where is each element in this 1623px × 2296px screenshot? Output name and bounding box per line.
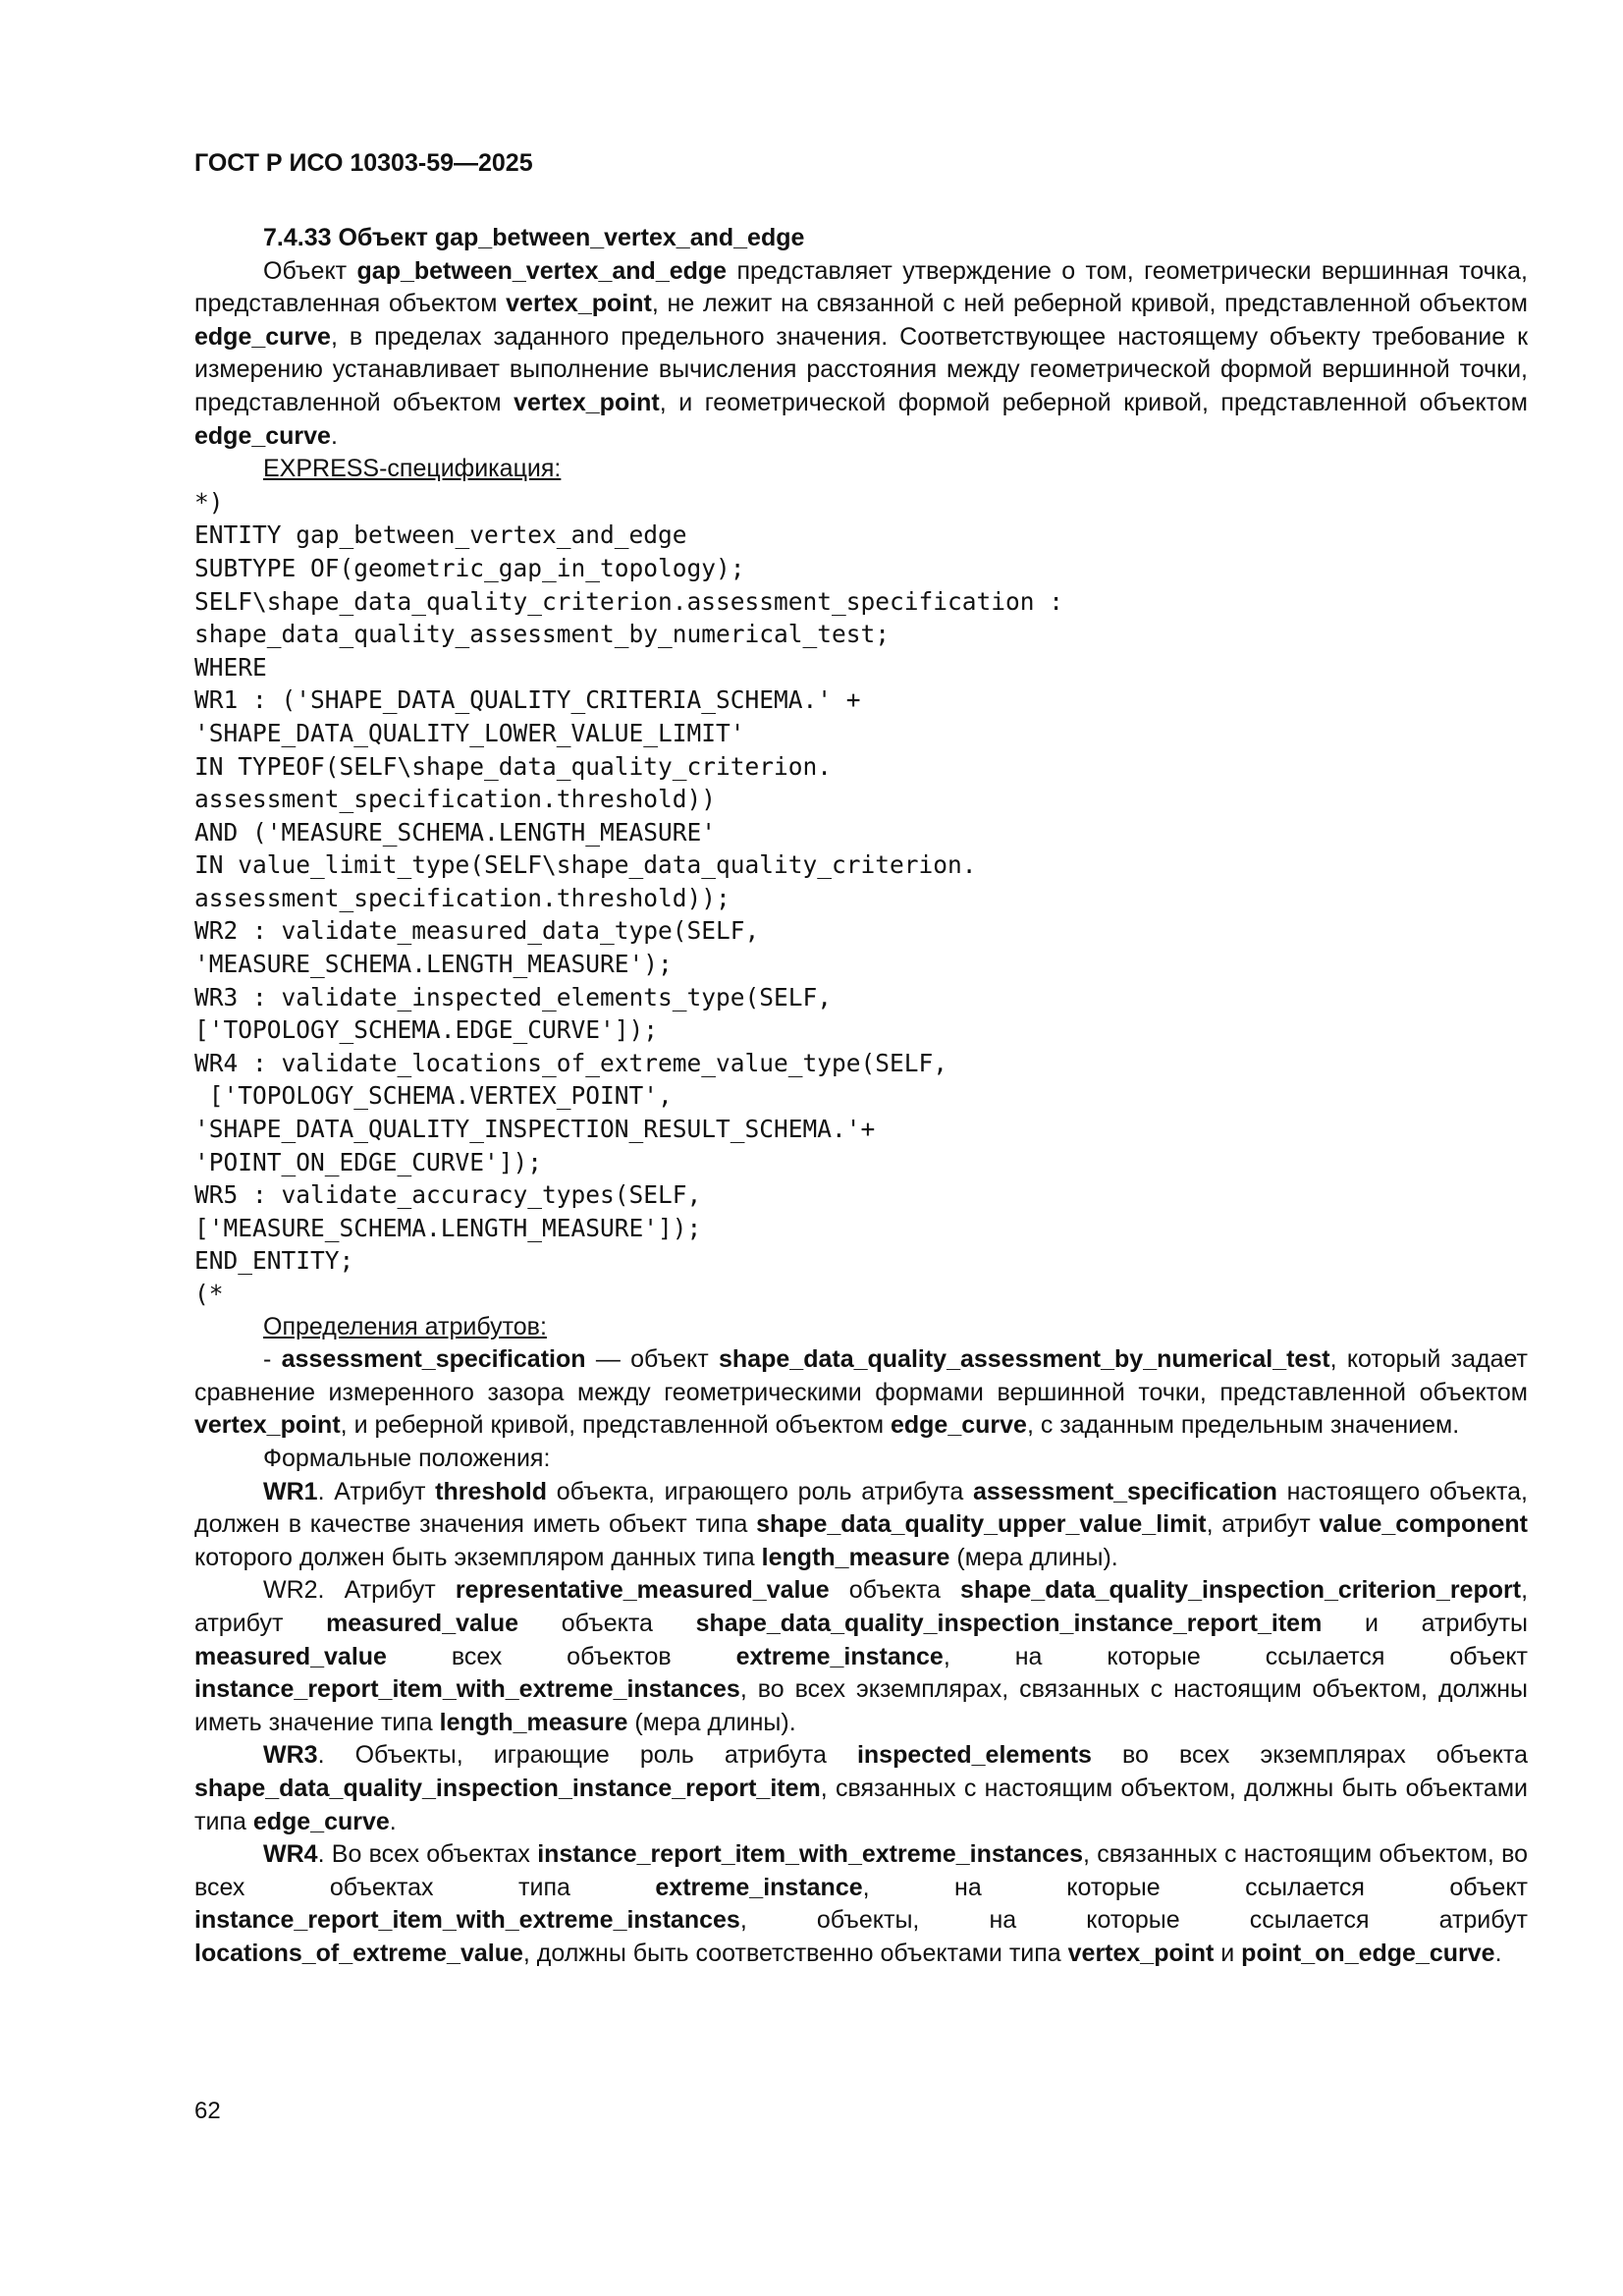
- bold-term: measured_value: [194, 1642, 387, 1670]
- code-line: IN TYPEOF(SELF\shape_data_quality_criterion.: [194, 751, 833, 781]
- bold-term: shape_data_quality_inspection_instance_report_item: [194, 1774, 821, 1802]
- text-run: , должны быть соответственно объектами типа: [522, 1939, 1068, 1967]
- bold-term: extreme_instance: [735, 1642, 944, 1670]
- bold-term: edge_curve: [194, 322, 331, 351]
- code-line: WR2 : validate_measured_data_type(SELF,: [194, 916, 760, 946]
- text-run: -: [263, 1345, 282, 1374]
- text-run: , с заданным предельным значением.: [1026, 1411, 1460, 1440]
- bold-term: edge_curve: [194, 421, 331, 450]
- bold-term: vertex_point: [514, 388, 660, 416]
- text-run: , и геометрической формой реберной кривой, представленной объектом: [659, 388, 1528, 416]
- code-line: 'SHAPE_DATA_QUALITY_LOWER_VALUE_LIMIT': [194, 718, 745, 747]
- text-run: — объект: [585, 1345, 720, 1374]
- section-title: 7.4.33 Объект gap_between_vertex_and_edge: [263, 224, 805, 251]
- code-line: shape_data_quality_assessment_by_numerical_test;: [194, 620, 891, 649]
- code-line: assessment_specification.threshold));: [194, 883, 730, 912]
- attributes-label: Определения атрибутов:: [263, 1312, 547, 1340]
- code-line: IN value_limit_type(SELF\shape_data_quality_criterion.: [194, 850, 977, 880]
- bold-term: threshold: [435, 1477, 548, 1505]
- text-run: , во всех экземплярах, связанных с настоящим объектом, должны иметь значение типа: [194, 1675, 1528, 1736]
- bold-term: locations_of_extreme_value: [194, 1939, 523, 1967]
- text-run: которого должен быть экземпляром данных типа: [194, 1543, 762, 1571]
- code-line: ['TOPOLOGY_SCHEMA.EDGE_CURVE']);: [194, 1015, 659, 1045]
- code-line: WR4 : validate_locations_of_extreme_value_type(SELF,: [194, 1048, 948, 1077]
- bold-term: vertex_point: [194, 1411, 341, 1440]
- text-run: представляет утверждение о том, геометрически вершинная точка, представленная объектом: [194, 256, 1528, 318]
- text-run: Объект: [263, 256, 357, 285]
- text-run: всех объектов: [386, 1642, 736, 1670]
- bold-term: length_measure: [439, 1708, 628, 1736]
- bold-term: edge_curve: [890, 1411, 1027, 1440]
- bold-term: gap_between_vertex_and_edge: [356, 256, 728, 285]
- bold-term: shape_data_quality_inspection_instance_report_item: [695, 1609, 1323, 1637]
- express-spec-label: EXPRESS-спецификация:: [263, 455, 562, 483]
- section-content: [194, 222, 1528, 1970]
- text-run: . Атрибут: [317, 1477, 436, 1505]
- text-run: , который задает сравнение измеренного зазора между геометрическими формами вершинной точки, представленной объектом: [194, 1345, 1528, 1406]
- text-run: объекта: [829, 1576, 961, 1605]
- bold-term: WR4: [263, 1840, 318, 1869]
- express-code-block: [194, 486, 1528, 1311]
- code-line: WR3 : validate_inspected_elements_type(SELF,: [194, 982, 833, 1011]
- section-intro: [194, 255, 1528, 454]
- text-run: .: [1494, 1939, 1502, 1967]
- code-line: 'SHAPE_DATA_QUALITY_INSPECTION_RESULT_SCHEMA.'+: [194, 1115, 876, 1144]
- formal-propositions-label: Формальные положения:: [263, 1444, 551, 1472]
- text-run: (мера длины).: [627, 1708, 796, 1736]
- code-line: 'MEASURE_SCHEMA.LENGTH_MEASURE');: [194, 950, 673, 979]
- document-header: ГОСТ Р ИСО 10303-59—2025: [194, 149, 533, 177]
- code-line: ['MEASURE_SCHEMA.LENGTH_MEASURE']);: [194, 1213, 702, 1242]
- attribute-definition: [194, 1343, 1528, 1443]
- bold-term: measured_value: [326, 1609, 519, 1637]
- text-run: .: [389, 1807, 397, 1835]
- formal-rule-wr4: [194, 1838, 1528, 1970]
- bold-term: extreme_instance: [655, 1873, 863, 1901]
- text-run: . Объекты, играющие роль атрибута: [317, 1741, 857, 1770]
- text-run: (мера длины).: [949, 1543, 1118, 1571]
- text-run: , на которые ссылается объект: [862, 1873, 1528, 1901]
- bold-term: inspected_elements: [856, 1741, 1092, 1770]
- text-run: , атрибут: [194, 1576, 1529, 1637]
- text-run: .: [330, 421, 338, 450]
- bold-term: vertex_point: [1067, 1939, 1215, 1967]
- code-line: ENTITY gap_between_vertex_and_edge: [194, 520, 687, 550]
- text-run: , атрибут: [1206, 1510, 1320, 1539]
- bold-term: WR3: [263, 1741, 318, 1770]
- formal-rule-wr1: [194, 1476, 1528, 1575]
- text-run: , в пределах заданного предельного значения. Соответствующее настоящему объекту требование к измерению устанавливает выполнение вычисления расстояния между геометрической формой вершинной точки, представленной объектом: [194, 322, 1528, 416]
- bold-term: assessment_specification: [973, 1477, 1277, 1505]
- formal-rule-wr2: [194, 1574, 1528, 1739]
- text-run: настоящего объекта, должен в качестве значения иметь объект типа: [194, 1477, 1528, 1539]
- code-line: AND ('MEASURE_SCHEMA.LENGTH_MEASURE': [194, 817, 717, 847]
- formal-rules: [194, 1476, 1528, 1971]
- text-run: , на которые ссылается объект: [943, 1642, 1528, 1670]
- text-run: объекта: [518, 1609, 696, 1637]
- code-line: SELF\shape_data_quality_criterion.assessment_specification :: [194, 586, 1064, 616]
- text-run: . Во всех объектах: [317, 1840, 538, 1869]
- bold-term: representative_measured_value: [455, 1576, 830, 1605]
- bold-term: WR1: [263, 1477, 318, 1505]
- bold-term: shape_data_quality_inspection_criterion_report: [960, 1576, 1522, 1605]
- text-run: , не лежит на связанной с ней реберной кривой, представленной объектом: [651, 290, 1528, 318]
- formal-rule-wr3: [194, 1739, 1528, 1838]
- text-run: во всех экземплярах объекта: [1091, 1741, 1528, 1770]
- bold-term: value_component: [1319, 1510, 1528, 1539]
- code-line: (*: [194, 1280, 224, 1308]
- page-number: 62: [194, 2098, 221, 2124]
- text-run: объекта, играющего роль атрибута: [547, 1477, 973, 1505]
- code-line: ['TOPOLOGY_SCHEMA.VERTEX_POINT',: [194, 1081, 673, 1111]
- text-run: и атрибуты: [1322, 1609, 1529, 1637]
- bold-term: shape_data_quality_upper_value_limit: [756, 1510, 1207, 1539]
- code-line: WHERE: [194, 652, 267, 682]
- code-line: assessment_specification.threshold)): [194, 785, 717, 814]
- text-run: , объекты, на которые ссылается атрибут: [739, 1906, 1528, 1935]
- text-run: WR2. Атрибут: [263, 1576, 456, 1605]
- code-line: SUBTYPE OF(geometric_gap_in_topology);: [194, 553, 745, 582]
- bold-term: instance_report_item_with_extreme_instances: [194, 1675, 740, 1704]
- bold-term: point_on_edge_curve: [1241, 1939, 1495, 1967]
- code-line: WR5 : validate_accuracy_types(SELF,: [194, 1180, 702, 1210]
- code-line: 'POINT_ON_EDGE_CURVE']);: [194, 1147, 543, 1176]
- text-run: и: [1214, 1939, 1242, 1967]
- code-line: *): [194, 487, 224, 517]
- text-run: , связанных с настоящим объектом, должны быть объектами типа: [194, 1774, 1528, 1835]
- bold-term: edge_curve: [252, 1807, 390, 1835]
- bold-term: vertex_point: [506, 290, 652, 318]
- code-line: WR1 : ('SHAPE_DATA_QUALITY_CRITERIA_SCHEMA.' +: [194, 685, 861, 715]
- bold-term: instance_report_item_with_extreme_instances: [537, 1840, 1083, 1869]
- text-run: , связанных с настоящим объектом, во всех объектах типа: [194, 1840, 1528, 1901]
- bold-term: length_measure: [761, 1543, 950, 1571]
- bold-term: shape_data_quality_assessment_by_numerical_test: [719, 1345, 1330, 1374]
- text-run: , и реберной кривой, представленной объектом: [340, 1411, 891, 1440]
- bold-term: instance_report_item_with_extreme_instances: [194, 1906, 740, 1935]
- bold-term: assessment_specification: [281, 1345, 586, 1374]
- code-line: END_ENTITY;: [194, 1246, 354, 1276]
